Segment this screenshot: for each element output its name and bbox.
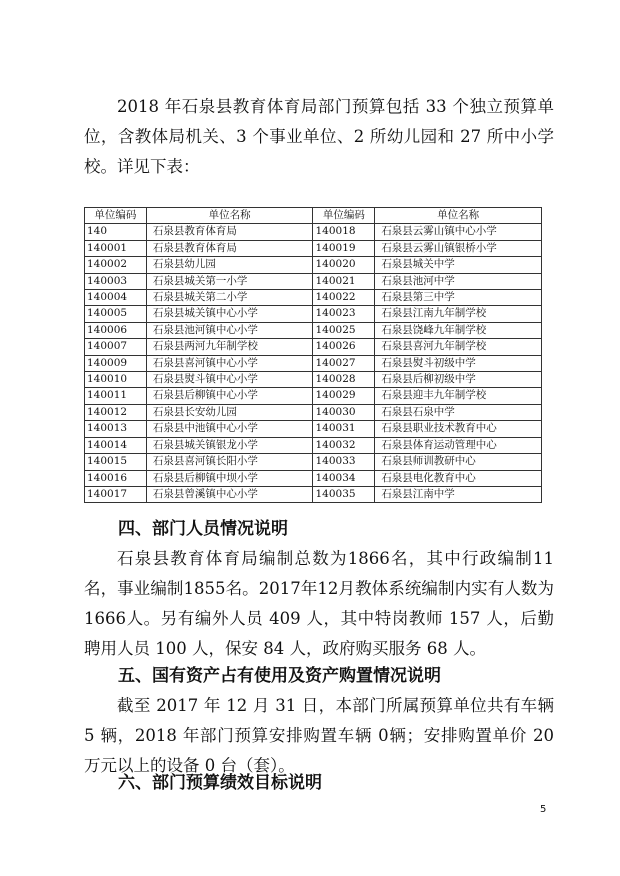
- table-row: [85, 437, 542, 453]
- table-row: [85, 273, 542, 289]
- unit-code-cell: 140009: [85, 355, 147, 371]
- unit-name-cell: 石泉县迎丰九年制学校: [375, 388, 542, 404]
- unit-code-cell: 140: [85, 224, 147, 240]
- unit-name-cell: 石泉县喜河九年制学校: [375, 339, 542, 355]
- unit-name-cell: 石泉县职业技术教育中心: [375, 421, 542, 437]
- unit-name-cell: 石泉县后柳镇中坝小学: [146, 470, 313, 486]
- intro-paragraph: 2018 年石泉县教育体育局部门预算包括 33 个独立预算单位，含教体局机关、3 个事业单位、2 所幼儿园和 27 所中小学校。详见下表：: [84, 97, 554, 176]
- table-row: [85, 454, 542, 470]
- section-4-heading: 四、部门人员情况说明: [118, 519, 288, 539]
- unit-code-cell: 140026: [313, 339, 375, 355]
- unit-name-cell: 石泉县江南中学: [375, 486, 542, 502]
- unit-name-cell: 石泉县城关第一小学: [146, 273, 313, 289]
- unit-name-cell: 石泉县石泉中学: [375, 404, 542, 420]
- unit-name-cell: 石泉县后柳镇中心小学: [146, 388, 313, 404]
- budget-unit-table: [84, 207, 542, 503]
- unit-code-cell: 140035: [313, 486, 375, 502]
- section-5-heading: 五、国有资产占有使用及资产购置情况说明: [118, 666, 441, 686]
- unit-code-cell: 140028: [313, 372, 375, 388]
- unit-code-cell: 140022: [313, 290, 375, 306]
- unit-name-cell: 石泉县体育运动管理中心: [375, 437, 542, 453]
- unit-name-cell: 石泉县师训教研中心: [375, 454, 542, 470]
- table-body: [85, 224, 542, 503]
- unit-code-cell: 140002: [85, 257, 147, 273]
- unit-name-cell: 石泉县教育体育局: [146, 224, 313, 240]
- unit-name-cell: 石泉县幼儿园: [146, 257, 313, 273]
- unit-code-cell: 140020: [313, 257, 375, 273]
- table-row: [85, 257, 542, 273]
- unit-name-cell: 石泉县城关镇中心小学: [146, 306, 313, 322]
- section-4-body: 石泉县教育体育局编制总数为1866名，其中行政编制11名，事业编制1855名。2017年12月教体系统编制内实有人数为1666人。另有编外人员 409 人，其中特岗教师 157 人，后勤聘用人员 100 人，保安 84 人，政府购买服务 68 人。: [84, 549, 554, 658]
- unit-code-cell: 140007: [85, 339, 147, 355]
- unit-code-cell: 140001: [85, 240, 147, 256]
- table-header-row: [85, 208, 542, 224]
- unit-name-cell: 石泉县城关第二小学: [146, 290, 313, 306]
- unit-code-cell: 140034: [313, 470, 375, 486]
- header-code-1: 单位编码: [85, 208, 147, 224]
- table-row: [85, 322, 542, 338]
- header-code-2: 单位编码: [313, 208, 375, 224]
- unit-name-cell: 石泉县教育体育局: [146, 240, 313, 256]
- unit-code-cell: 140010: [85, 372, 147, 388]
- header-name-2: 单位名称: [375, 208, 542, 224]
- unit-code-cell: 140029: [313, 388, 375, 404]
- unit-code-cell: 140012: [85, 404, 147, 420]
- unit-name-cell: 石泉县云雾山镇中心小学: [375, 224, 542, 240]
- unit-name-cell: 石泉县池河中学: [375, 273, 542, 289]
- table-row: [85, 388, 542, 404]
- unit-code-cell: 140005: [85, 306, 147, 322]
- unit-name-cell: 石泉县后柳初级中学: [375, 372, 542, 388]
- table-row: [85, 339, 542, 355]
- table-row: [85, 486, 542, 502]
- header-name-1: 单位名称: [146, 208, 313, 224]
- unit-name-cell: 石泉县江南九年制学校: [375, 306, 542, 322]
- unit-name-cell: 石泉县喜河镇中心小学: [146, 355, 313, 371]
- unit-name-cell: 石泉县电化教育中心: [375, 470, 542, 486]
- unit-code-cell: 140033: [313, 454, 375, 470]
- unit-code-cell: 140015: [85, 454, 147, 470]
- unit-code-cell: 140003: [85, 273, 147, 289]
- unit-code-cell: 140030: [313, 404, 375, 420]
- unit-name-cell: 石泉县长安幼儿园: [146, 404, 313, 420]
- unit-name-cell: 石泉县云雾山镇银桥小学: [375, 240, 542, 256]
- unit-code-cell: 140014: [85, 437, 147, 453]
- unit-code-cell: 140027: [313, 355, 375, 371]
- unit-code-cell: 140023: [313, 306, 375, 322]
- table-row: [85, 355, 542, 371]
- unit-code-cell: 140017: [85, 486, 147, 502]
- unit-code-cell: 140004: [85, 290, 147, 306]
- table-row: [85, 306, 542, 322]
- table-row: [85, 372, 542, 388]
- unit-name-cell: 石泉县池河镇中心小学: [146, 322, 313, 338]
- page-number: 5: [540, 804, 547, 815]
- section-6-heading: 六、部门预算绩效目标说明: [118, 773, 322, 793]
- unit-name-cell: 石泉县曾溪镇中心小学: [146, 486, 313, 502]
- unit-name-cell: 石泉县熨斗镇中心小学: [146, 372, 313, 388]
- unit-name-cell: 石泉县中池镇中心小学: [146, 421, 313, 437]
- unit-name-cell: 石泉县喜河镇长阳小学: [146, 454, 313, 470]
- unit-code-cell: 140019: [313, 240, 375, 256]
- unit-code-cell: 140021: [313, 273, 375, 289]
- table-row: [85, 404, 542, 420]
- table-row: [85, 470, 542, 486]
- unit-name-cell: 石泉县饶峰九年制学校: [375, 322, 542, 338]
- unit-code-cell: 140013: [85, 421, 147, 437]
- table-row: [85, 240, 542, 256]
- unit-code-cell: 140031: [313, 421, 375, 437]
- unit-code-cell: 140016: [85, 470, 147, 486]
- unit-code-cell: 140018: [313, 224, 375, 240]
- unit-name-cell: 石泉县城关镇银龙小学: [146, 437, 313, 453]
- table-row: [85, 290, 542, 306]
- unit-name-cell: 石泉县熨斗初级中学: [375, 355, 542, 371]
- unit-name-cell: 石泉县两河九年制学校: [146, 339, 313, 355]
- unit-code-cell: 140011: [85, 388, 147, 404]
- section-5-body: 截至 2017 年 12 月 31 日，本部门所属预算单位共有车辆 5 辆，2018 年部门预算安排购置车辆 0辆；安排购置单价 20 万元以上的设备 0 台（套）。: [84, 696, 554, 775]
- unit-name-cell: 石泉县第三中学: [375, 290, 542, 306]
- unit-code-cell: 140032: [313, 437, 375, 453]
- unit-code-cell: 140025: [313, 322, 375, 338]
- unit-code-cell: 140006: [85, 322, 147, 338]
- unit-name-cell: 石泉县城关中学: [375, 257, 542, 273]
- table-row: [85, 421, 542, 437]
- table-row: [85, 224, 542, 240]
